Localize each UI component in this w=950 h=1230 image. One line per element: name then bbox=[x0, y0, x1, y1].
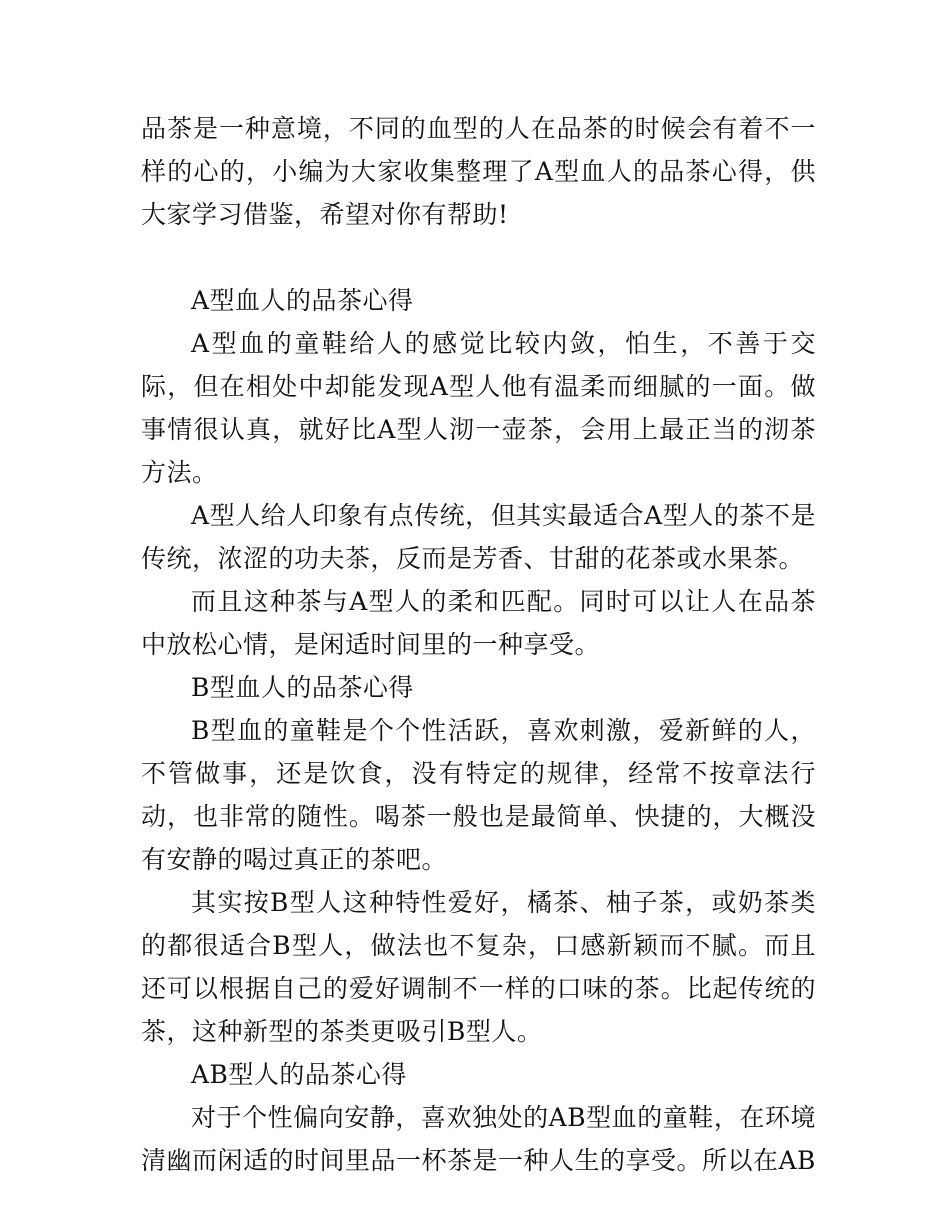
paragraph-type-b-tea: 其实按B型人这种特性爱好，橘茶、柚子茶，或奶茶类的都很适合B型人，做法也不复杂，口感新颖而不腻。而且还可以根据自己的爱好调制不一样的口味的茶。比起传统的茶，这种新型的茶类更吸引B型人。 bbox=[141, 888, 816, 1046]
paragraph-type-a-tea: A型人给人印象有点传统，但其实最适合A型人的茶不是传统，浓涩的功夫茶，反而是芳香、甘甜的花茶或水果茶。 bbox=[141, 501, 816, 573]
paragraph-type-a-personality: A型血的童鞋给人的感觉比较内敛，怕生，不善于交际，但在相处中却能发现A型人他有温柔而细腻的一面。做事情很认真，就好比A型人沏一壶茶，会用上最正当的沏茶方法。 bbox=[141, 329, 816, 487]
section-heading-type-a: A型血人的品茶心得 bbox=[191, 286, 414, 315]
section-heading-type-ab: AB型人的品茶心得 bbox=[191, 1060, 407, 1089]
section-heading-type-b: B型血人的品茶心得 bbox=[191, 673, 414, 702]
paragraph-type-a-match: 而且这种茶与A型人的柔和匹配。同时可以让人在品茶中放松心情，是闲适时间里的一种享受。 bbox=[141, 587, 816, 659]
paragraph-type-ab-personality: 对于个性偏向安静，喜欢独处的AB型血的童鞋，在环境清幽而闲适的时间里品一杯茶是一种人生的享受。所以在AB bbox=[141, 1103, 816, 1175]
paragraph-type-b-personality: B型血的童鞋是个个性活跃，喜欢刺激，爱新鲜的人，不管做事，还是饮食，没有特定的规律，经常不按章法行动，也非常的随性。喝茶一般也是最简单、快捷的，大概没有安静的喝过真正的茶吧。 bbox=[141, 716, 816, 874]
document-body bbox=[141, 107, 816, 1182]
intro-paragraph: 品茶是一种意境，不同的血型的人在品茶的时候会有着不一样的心的，小编为大家收集整理了A型血人的品茶心得，供大家学习借鉴，希望对你有帮助! bbox=[141, 114, 816, 229]
